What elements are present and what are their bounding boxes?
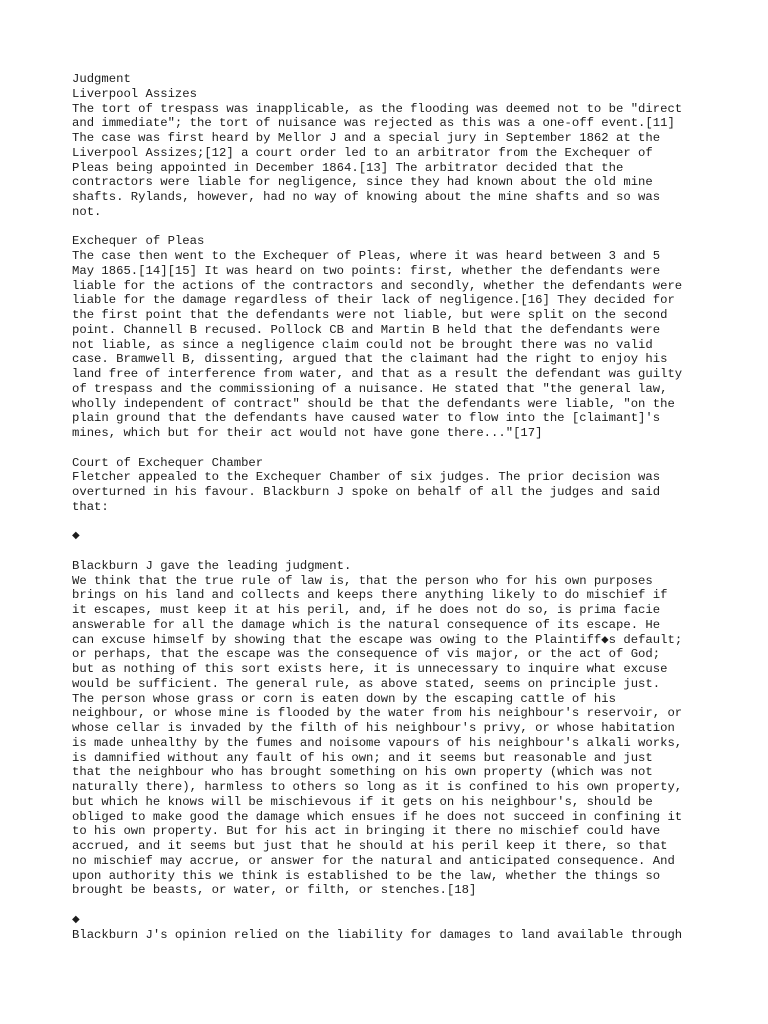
text-line: wholly independent of contract" should be that the defendants were liable, "on the [72,396,675,411]
text-line: brought be beasts, or water, or filth, or stenches.[18] [72,883,477,898]
bullet-glyph: ◆ [72,913,80,925]
paragraph-spacer [72,515,702,530]
text-line: to his own property. But for his act in bringing it there no mischief could have [72,824,661,839]
text-line: Exchequer of Pleas [72,234,205,249]
text-line: Liverpool Assizes [72,86,197,101]
text-line: whose cellar is invaded by the filth of his neighbour's privy, or whose habitation [72,721,675,735]
bullet-glyph: ◆ [72,530,80,542]
text-line: point. Channell B recused. Pollock CB and Martin B held that the defendants were [72,322,661,337]
paragraph-spacer [72,898,702,913]
text-line: Fletcher appealed to the Exchequer Chamber of six judges. The prior decision was [72,470,661,485]
text-line: obliged to make good the damage which ensues if he does not succeed in confining it [72,809,683,824]
text-line: liable for the damage regardless of their lack of negligence.[16] They decided for [72,293,675,308]
text-line: shafts. Rylands, however, had no way of knowing about the mine shafts and so was [72,190,661,204]
text-line: The person whose grass or corn is eaten down by the escaping cattle of his [72,691,616,706]
text-line: The case then went to the Exchequer of Pleas, where it was heard between 3 and 5 [72,249,661,263]
text-line: not liable, as since a negligence claim could not be brought there was no valid [72,337,653,352]
text-line: contractors were liable for negligence, since they had known about the old mine [72,175,653,190]
text-line: or perhaps, that the escape was the consequence of vis major, or the act of God; [72,647,661,662]
text-line: that: [72,499,109,514]
text-line: accrued, and it seems but just that he should at his peril keep it there, so that [72,839,668,853]
text-line: Court of Exchequer Chamber [72,455,264,470]
paragraph-spacer [72,441,702,456]
text-line: is made unhealthy by the fumes and noisome vapours of his neighbour's alkali works, [72,735,683,750]
text-line: case. Bramwell B, dissenting, argued that the claimant had the right to enjoy his [72,352,668,367]
text-line: and immediate"; the tort of nuisance was rejected as this was a one-off event.[11] [72,116,675,131]
text-line: May 1865.[14][15] It was heard on two points: first, whether the defendants were [72,263,661,278]
text-line: The tort of trespass was inapplicable, as the flooding was deemed not to be "direct [72,101,683,116]
paragraph-spacer [72,544,702,559]
paragraph-spacer [72,220,702,235]
text-line: mines, which but for their act would not have gone there..."[17] [72,426,543,440]
text-line: Pleas being appointed in December 1864.[13] The arbitrator decided that the [72,160,624,175]
text-line: We think that the true rule of law is, that the person who for his own purposes [72,573,653,588]
text-line: but which he knows will be mischievous if it gets on his neighbour's, should be [72,794,653,809]
text-line: neighbour, or whose mine is flooded by the water from his neighbour's reservoir, or [72,706,683,721]
text-line: it escapes, must keep it at his peril, and, if he does not do so, is prima facie [72,603,661,617]
text-line: can excuse himself by showing that the escape was owing to the Plaintiff◆s default; [72,632,683,647]
text-line: of trespass and the commissioning of a nuisance. He stated that "the general law, [72,381,668,396]
text-line: that the neighbour who has brought something on his own property (which was not [72,765,653,780]
text-line: plain ground that the defendants have caused water to flow into the [claimant]'s [72,411,661,426]
document-page [72,72,702,942]
text-line: answerable for all the damage which is the natural consequence of its escape. He [72,617,661,632]
text-line: upon authority this we think is established to be the law, whether the things so [72,868,661,883]
text-line: The case was first heard by Mellor J and a special jury in September 1862 at the [72,131,661,145]
text-line: brings on his land and collects and keeps there anything likely to do mischief if [72,588,668,603]
text-line: naturally there), harmless to others so long as it is confined to his own property, [72,780,683,794]
text-line: not. [72,204,102,219]
text-line: Liverpool Assizes;[12] a court order led to an arbitrator from the Exchequer of [72,145,653,160]
text-line: liable for the actions of the contractors and secondly, whether the defendants were [72,278,683,293]
text-line: is damnified without any fault of his own; and it seems but reasonable and just [72,750,653,765]
text-line: Blackburn J gave the leading judgment. [72,558,352,573]
text-line: Blackburn J's opinion relied on the liability for damages to land available through [72,927,683,942]
text-line: the first point that the defendants were not liable, but were split on the second [72,308,668,322]
text-line: Judgment [72,72,131,86]
text-line: land free of interference from water, and that as a result the defendant was guilty [72,367,683,381]
text-line: no mischief may accrue, or answer for the natural and anticipated consequence. And [72,853,675,868]
text-line: would be sufficient. The general rule, as above stated, seems on principle just. [72,676,661,691]
text-line: but as nothing of this sort exists here, it is unnecessary to inquire what excuse [72,662,668,676]
text-line: overturned in his favour. Blackburn J spoke on behalf of all the judges and said [72,485,661,499]
